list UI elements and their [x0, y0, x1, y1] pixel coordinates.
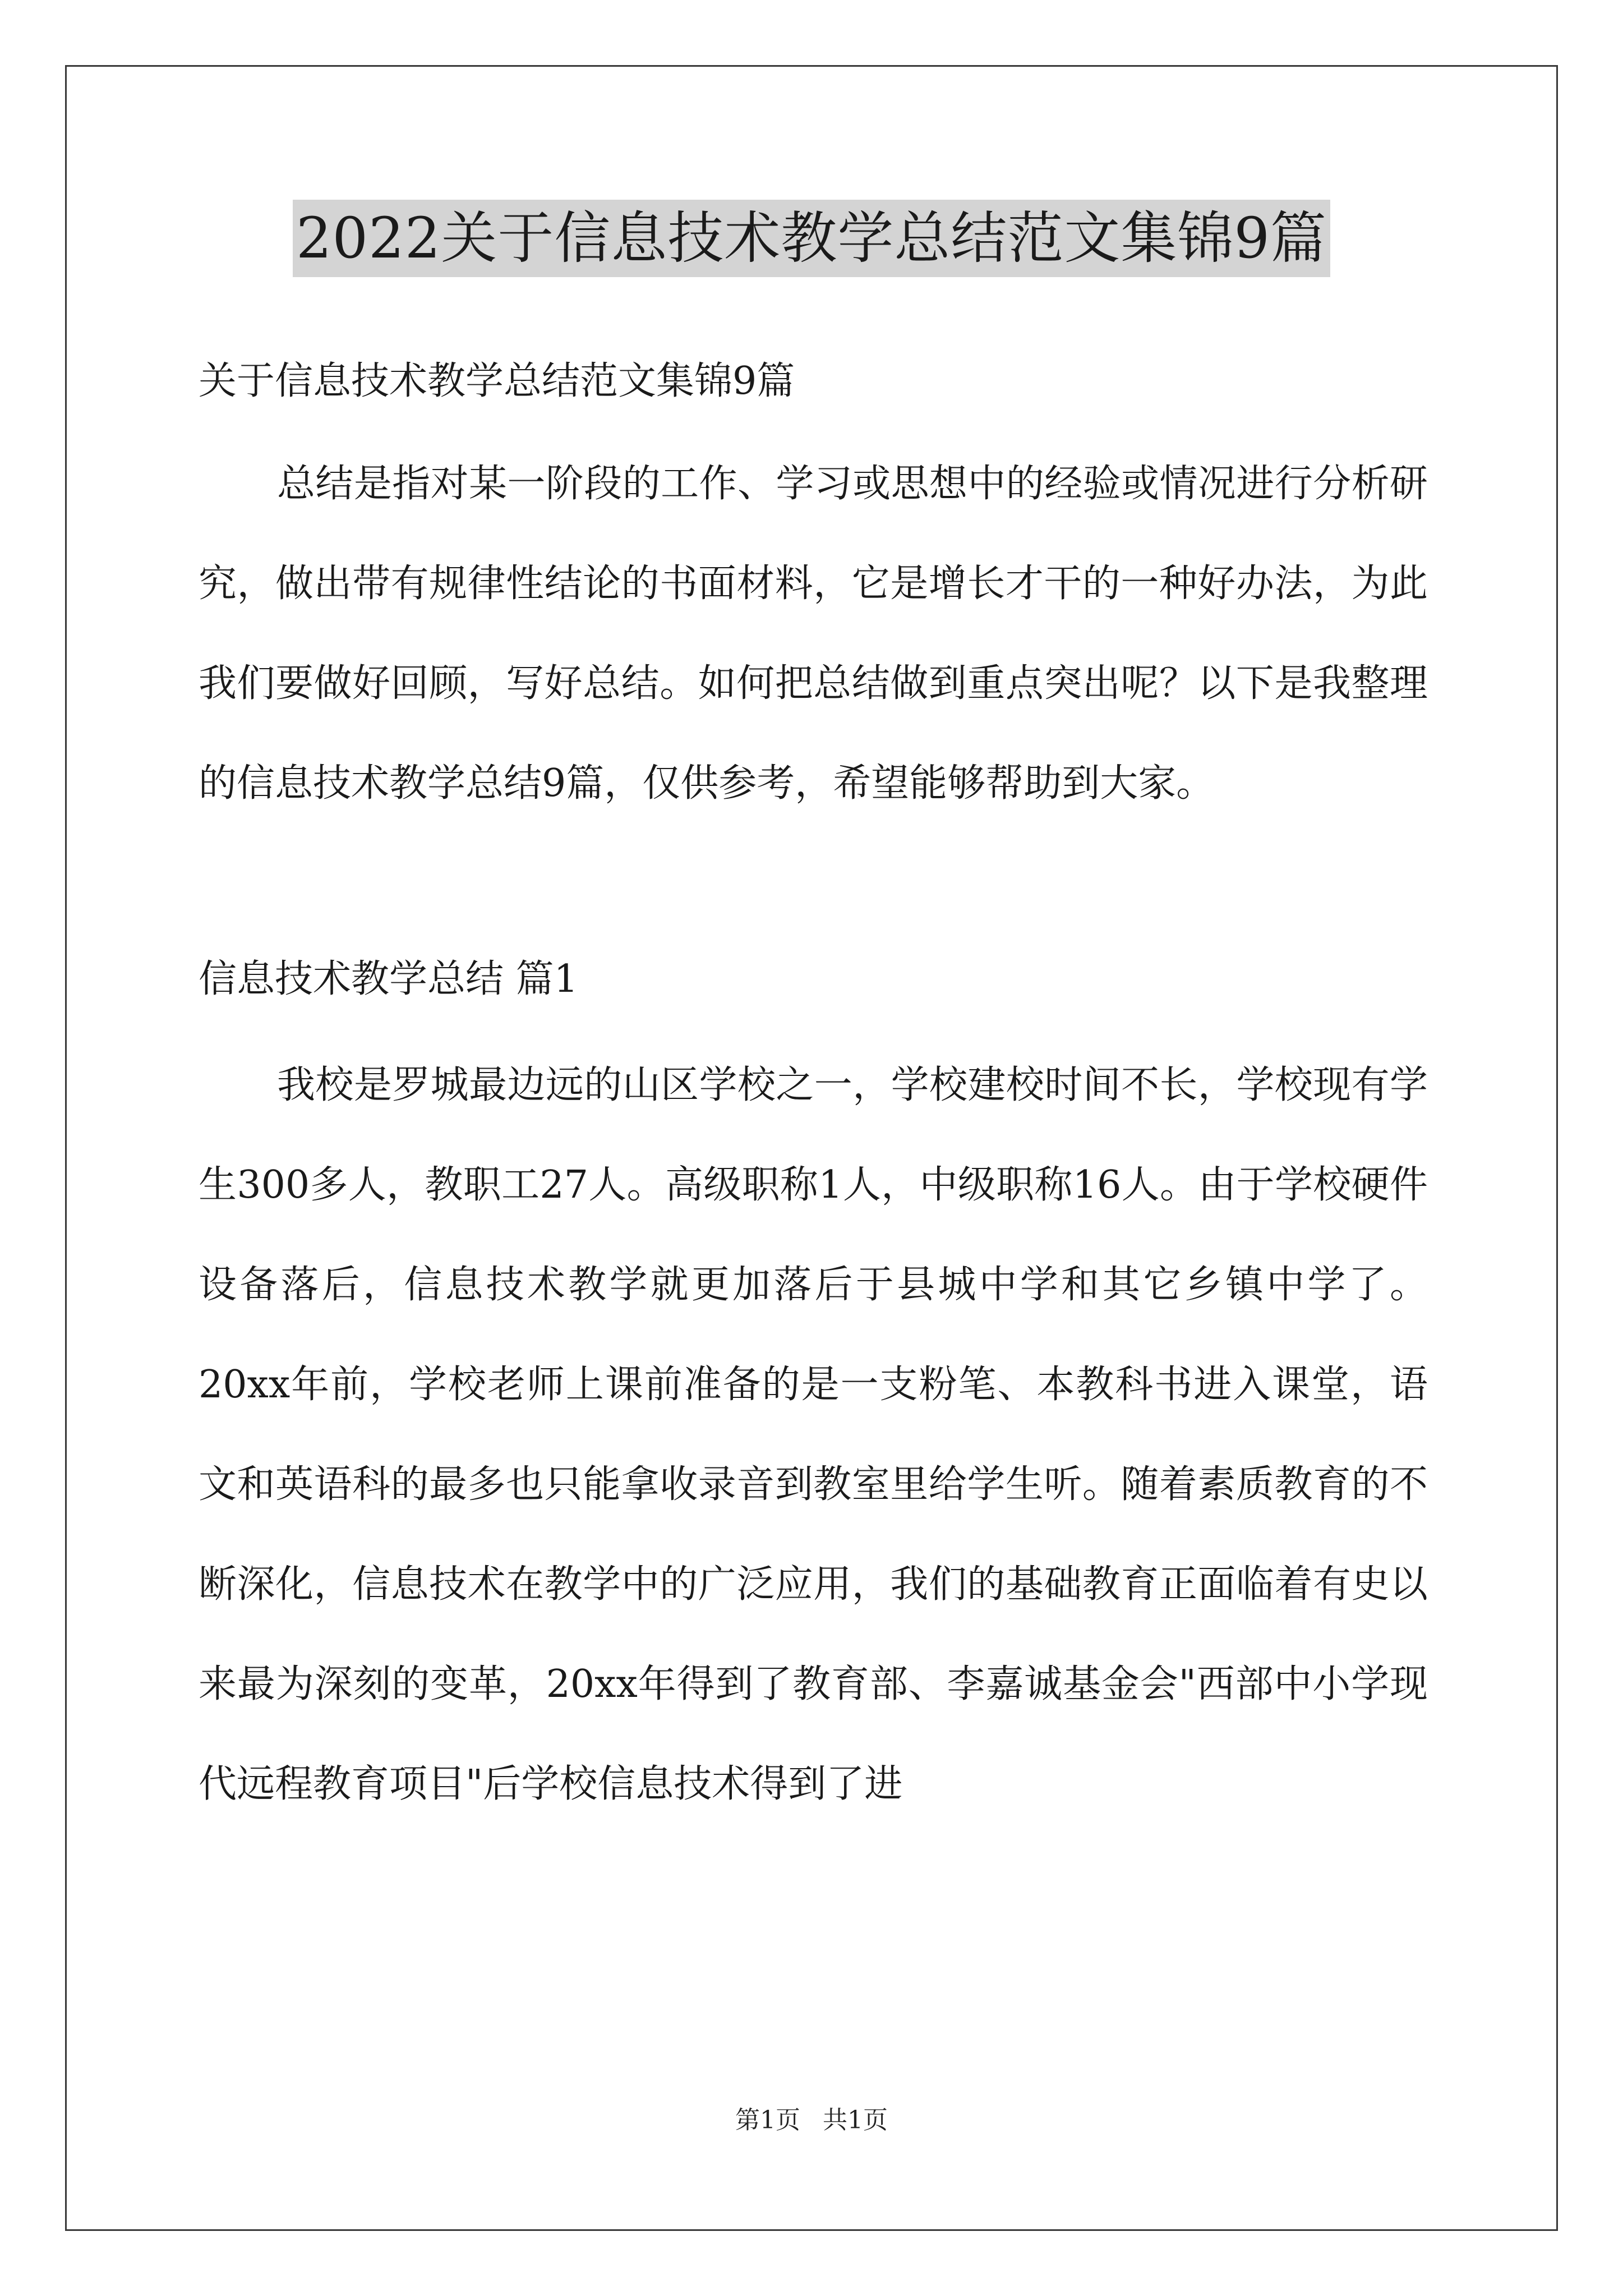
- title-container: [0, 200, 1623, 277]
- page-footer: [0, 2104, 1623, 2137]
- intro-paragraph: 总结是指对某一阶段的工作、学习或思想中的经验或情况进行分析研究，做出带有规律性结论的书面材料，它是增长才干的一种好办法，为此我们要做好回顾，写好总结。如何把总结做到重点突出呢？以下是我整理的信息技术教学总结9篇，仅供参考，希望能够帮助到大家。: [199, 462, 1428, 806]
- section-heading-1: 信息技术教学总结 篇1: [199, 957, 578, 1001]
- document-body: [199, 348, 1428, 1834]
- document-title: 2022关于信息技术教学总结范文集锦9篇: [293, 200, 1330, 277]
- section-body-1: 我校是罗城最边远的山区学校之一，学校建校时间不长，学校现有学生300多人，教职工27人。高级职称1人，中级职称16人。由于学校硬件设备落后，信息技术教学就更加落后于县城中学和其它乡镇中学了。20xx年前，学校老师上课前准备的是一支粉笔、本教科书进入课堂，语文和英语科的最多也只能拿收录音到教室里给学生听。随着素质教育的不断深化，信息技术在教学中的广泛应用，我们的基础教育正面临着有史以来最为深刻的变革，20xx年得到了教育部、李嘉诚基金会"西部中小学现代远程教育项目"后学校信息技术得到了进: [199, 1063, 1428, 1806]
- page-total: 共1页: [823, 2106, 888, 2134]
- document-subtitle: 关于信息技术教学总结范文集锦9篇: [199, 359, 795, 403]
- page-number: 第1页: [735, 2106, 800, 2134]
